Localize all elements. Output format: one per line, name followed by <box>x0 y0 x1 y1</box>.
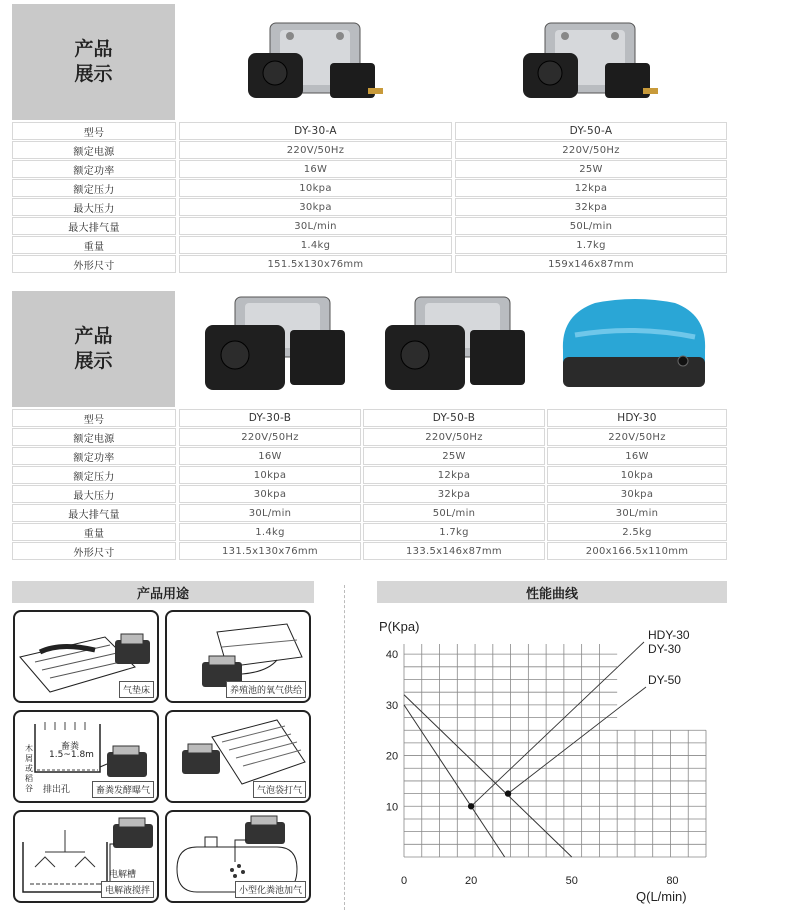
spec-row-label: 额定压力 <box>12 179 176 197</box>
x-tick-label: 20 <box>464 875 478 887</box>
spec-row-label: 型号 <box>12 409 176 427</box>
y-tick-label: 30 <box>385 699 399 712</box>
model-name-cell: DY-50-A <box>455 122 727 140</box>
spec-row-label: 额定压力 <box>12 466 176 484</box>
spec-value-cell: 1.4kg <box>179 236 452 254</box>
chart-section-title <box>377 581 727 603</box>
spec-value-cell: 1.7kg <box>363 523 545 541</box>
spec-row-label: 最大压力 <box>12 485 176 503</box>
usage-label: 畜粪发酵曝气 <box>92 781 154 798</box>
spec-row-label: 重量 <box>12 523 176 541</box>
spec-value-cell: 131.5x130x76mm <box>179 542 361 560</box>
spec-value-cell: 30L/min <box>547 504 727 522</box>
spec-row-label: 最大压力 <box>12 198 176 216</box>
model-name-cell: HDY-30 <box>547 409 727 427</box>
product-image-dy-50-a <box>515 18 665 113</box>
leader-line-hdy-30 <box>471 642 644 806</box>
spec-value-cell: 16W <box>179 160 452 178</box>
y-axis-title: P(Kpa) <box>379 619 420 634</box>
spec-value-cell: 30kpa <box>179 485 361 503</box>
spec-value-cell: 32kpa <box>455 198 727 216</box>
product-image-dy-30-a <box>240 18 390 113</box>
spec-row-label: 外形尺寸 <box>12 255 176 273</box>
spec-row-label: 额定电源 <box>12 428 176 446</box>
spec-value-cell: 32kpa <box>363 485 545 503</box>
showcase-text: 产品 展示 <box>74 325 113 372</box>
x-axis-title: Q(L/min) <box>636 889 687 904</box>
spec-value-cell: 220V/50Hz <box>547 428 727 446</box>
model-name-cell: DY-30-B <box>179 409 361 427</box>
spec-value-cell: 10kpa <box>179 179 452 197</box>
usage-section-title <box>12 581 314 603</box>
spec-value-cell: 30kpa <box>547 485 727 503</box>
side-label: 木屑或稻谷 <box>25 744 33 793</box>
series-line-hdy-30 <box>404 705 505 857</box>
usage-label: 气垫床 <box>119 681 154 698</box>
operating-point <box>468 803 474 809</box>
spec-value-cell: 220V/50Hz <box>179 141 452 159</box>
x-tick-label: 80 <box>666 875 679 887</box>
product-image-dy-30-b <box>195 295 355 395</box>
y-tick-label: 20 <box>385 750 399 763</box>
spec-value-cell: 30kpa <box>179 198 452 216</box>
usage-card-manure-aeration <box>13 710 159 803</box>
spec-value-cell: 25W <box>363 447 545 465</box>
spec-value-cell: 10kpa <box>179 466 361 484</box>
series-label-dy-50: DY-50 <box>648 673 681 687</box>
manure-label: 畜粪 <box>61 742 80 752</box>
operating-point <box>505 790 511 796</box>
spec-value-cell: 1.7kg <box>455 236 727 254</box>
spec-row-label: 额定功率 <box>12 160 176 178</box>
spec-value-cell: 16W <box>179 447 361 465</box>
usage-card-air-bed <box>13 610 159 703</box>
spec-row-label: 型号 <box>12 122 176 140</box>
usage-title-text: 产品用途 <box>136 586 189 602</box>
spec-value-cell: 1.4kg <box>179 523 361 541</box>
spec-value-cell: 25W <box>455 160 727 178</box>
showcase-text: 产品 展示 <box>74 38 113 85</box>
product-image-dy-50-b <box>375 295 535 395</box>
spec-row-label: 额定电源 <box>12 141 176 159</box>
spec-value-cell: 2.5kg <box>547 523 727 541</box>
spec-value-cell: 133.5x146x87mm <box>363 542 545 560</box>
spec-row-label: 额定功率 <box>12 447 176 465</box>
usage-card-septic <box>165 810 311 903</box>
series-label-hdy-30: HDY-30 <box>648 628 690 642</box>
usage-label: 电解液搅拌 <box>101 881 154 898</box>
spec-row-label: 重量 <box>12 236 176 254</box>
series-line-dy-50 <box>404 695 572 857</box>
spec-value-cell: 220V/50Hz <box>455 141 727 159</box>
spec-value-cell: 159x146x87mm <box>455 255 727 273</box>
outlet-label: 排出孔 <box>43 785 71 795</box>
series-label-dy-30: DY-30 <box>648 642 681 656</box>
spec-row-label: 外形尺寸 <box>12 542 176 560</box>
usage-label: 气泡袋打气 <box>253 781 306 798</box>
product-showcase-label <box>12 291 175 407</box>
product-showcase-label <box>12 4 175 120</box>
chart-title-text: 性能曲线 <box>525 586 578 602</box>
usage-card-electrolyte <box>13 810 159 903</box>
spec-value-cell: 16W <box>547 447 727 465</box>
depth-label: 1.5~1.8m <box>49 750 94 760</box>
spec-value-cell: 30L/min <box>179 217 452 235</box>
spec-value-cell: 200x166.5x110mm <box>547 542 727 560</box>
model-name-cell: DY-50-B <box>363 409 545 427</box>
spec-row-label: 最大排气量 <box>12 217 176 235</box>
spec-value-cell: 30L/min <box>179 504 361 522</box>
usage-label: 养殖池的氧气供给 <box>226 681 306 698</box>
spec-value-cell: 151.5x130x76mm <box>179 255 452 273</box>
spec-value-cell: 12kpa <box>455 179 727 197</box>
x-tick-label: 0 <box>400 875 408 887</box>
leader-line-dy-50 <box>508 687 646 794</box>
x-tick-label: 50 <box>565 875 578 887</box>
product-image-hdy-30 <box>555 295 715 395</box>
spec-value-cell: 220V/50Hz <box>179 428 361 446</box>
model-name-cell: DY-30-A <box>179 122 452 140</box>
spec-value-cell: 50L/min <box>363 504 545 522</box>
section-divider <box>344 585 345 910</box>
tank-label: 电解槽 <box>109 870 137 880</box>
y-tick-label: 10 <box>385 801 399 814</box>
usage-card-aquaculture <box>165 610 311 703</box>
y-tick-label: 40 <box>385 649 399 662</box>
usage-label: 小型化粪池加气 <box>235 881 306 898</box>
spec-value-cell: 10kpa <box>547 466 727 484</box>
usage-card-bubble-bag <box>165 710 311 803</box>
spec-value-cell: 12kpa <box>363 466 545 484</box>
spec-row-label: 最大排气量 <box>12 504 176 522</box>
spec-value-cell: 220V/50Hz <box>363 428 545 446</box>
spec-value-cell: 50L/min <box>455 217 727 235</box>
